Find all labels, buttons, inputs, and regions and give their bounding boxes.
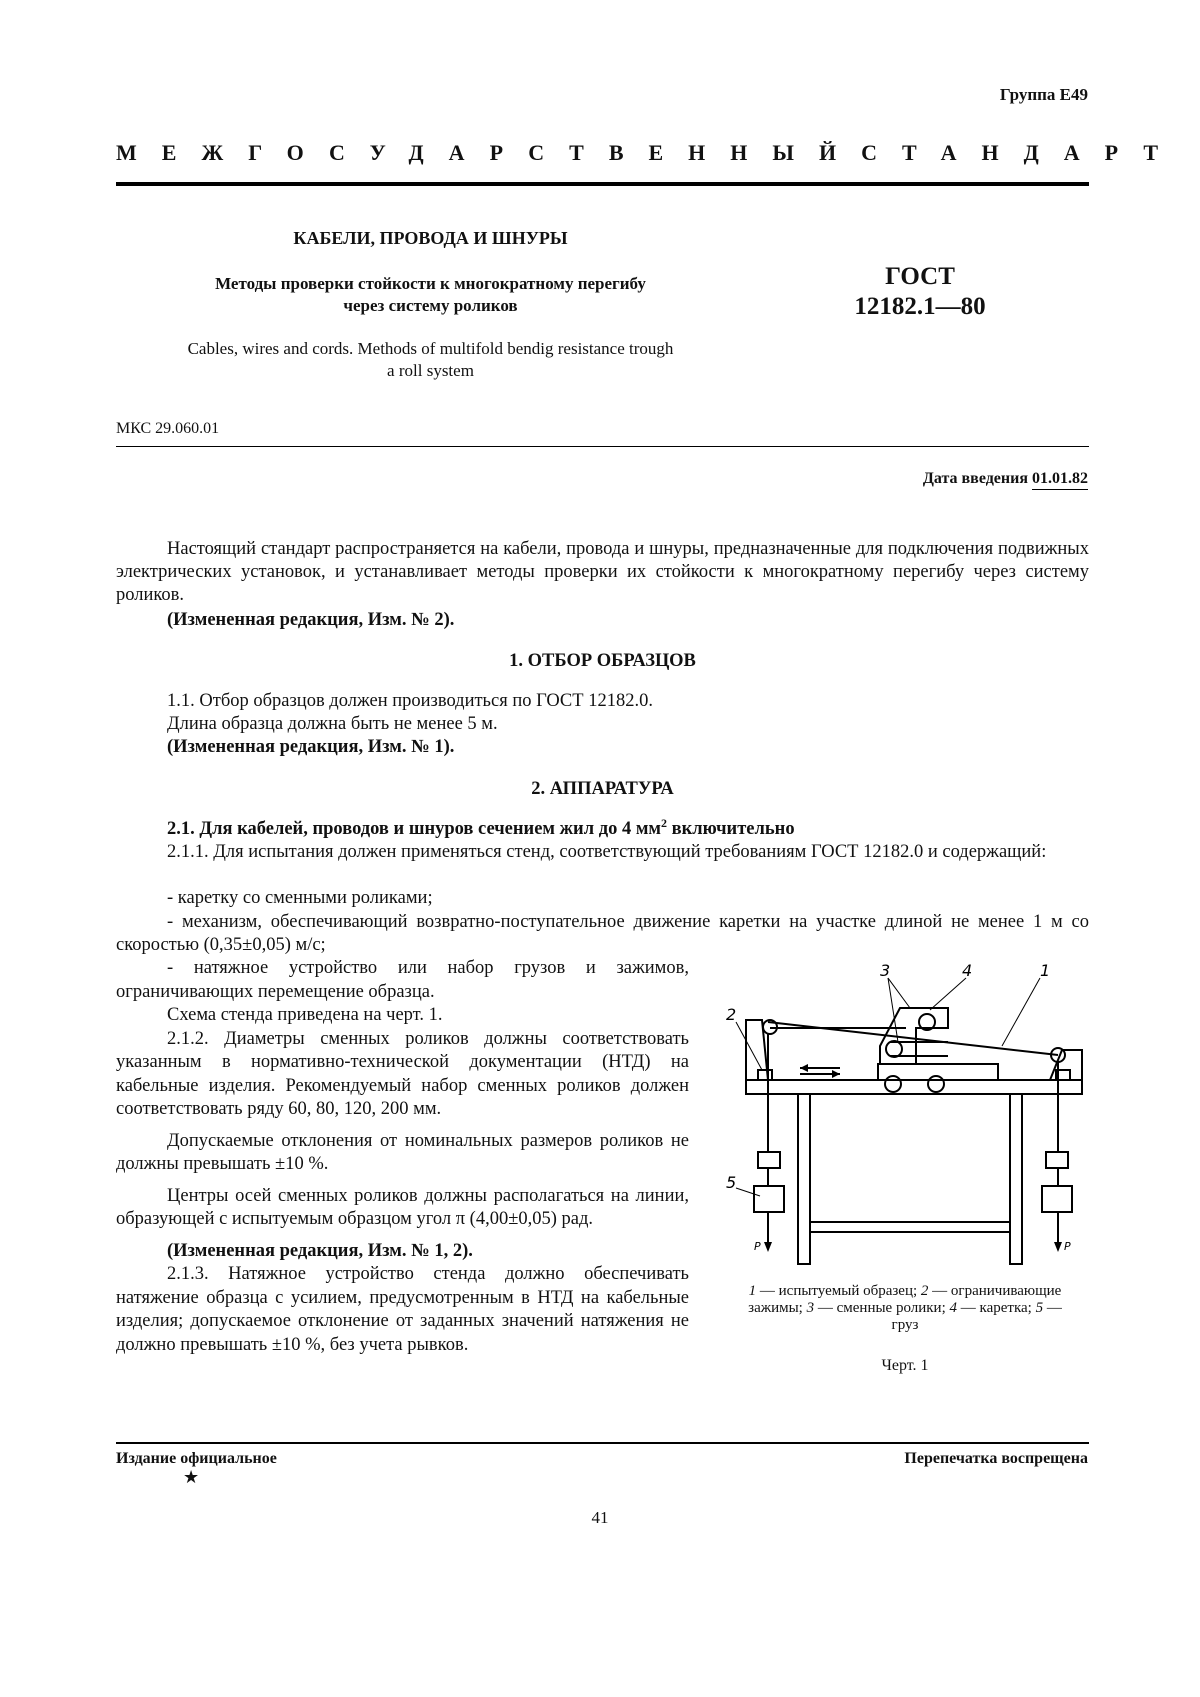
caption-number: 3 (806, 1300, 815, 1316)
sub-heading-text: 2.1. Для кабелей, проводов и шнуров сечением жил до 4 мм (167, 819, 662, 839)
intro-paragraph: Настоящий стандарт распространяется на кабели, провода и шнуры, предназначенные для подключения подвижных электрических установок, и устанавливает методы проверки их стойкости к многократному перегибу через систему роликов. (116, 539, 1089, 605)
list-item: - натяжное устройство или набор грузов и зажимов, ограничивающих перемещение образца. (116, 958, 689, 1002)
section-1-heading: 1. ОТБОР ОБРАЗЦОВ (509, 651, 696, 671)
arrow-head-right (832, 1070, 840, 1078)
caption-text: — испытуемый образец; (756, 1283, 921, 1299)
sub-heading-tail: включительно (667, 819, 795, 839)
english-title-line-2: a roll system (387, 361, 474, 380)
leader-line-3 (888, 978, 910, 1008)
test-stand-drawing (726, 960, 1090, 1275)
figure-label: 2 (726, 1005, 737, 1024)
leader-line-1 (1002, 978, 1040, 1046)
arrow-head-down (1054, 1242, 1062, 1252)
subtitle-line-1: Методы проверки стойкости к многократному перегибу (215, 274, 646, 293)
leader-line-3 (888, 978, 898, 1042)
caption-text: — груз (891, 1300, 1062, 1333)
section-2-1-2: 2.1.2. Диаметры сменных роликов должны соответствовать указанным в нормативно-технической документации (НТД) на кабельные изделия. Рекомендуемый набор сменных роликов должен соответствовать ряду 60, 80, 120, 200 мм. (116, 1028, 689, 1119)
caption-number: 5 (1035, 1300, 1044, 1316)
gost-label: ГОСТ (885, 263, 955, 290)
caption-number: 1 (748, 1283, 757, 1299)
date-value: 01.01.82 (1032, 470, 1088, 490)
centers-paragraph: Центры осей сменных роликов должны располагаться на линии, образующей с испытуемым образцом угол π (4,00±0,05) рад. (116, 1185, 689, 1229)
figure-label: 3 (880, 961, 891, 980)
force-label: P (754, 1240, 761, 1253)
section-2-1-3: 2.1.3. Натяжное устройство стенда должно обеспечивать натяжение образца с усилием, предусмотренным в НТД на кабельные изделия; допускаемое отклонение от заданных значений натяжения не должно превышать ±10 %, без учета рывков. (116, 1264, 689, 1355)
limiting-clamp (758, 1070, 772, 1080)
standard-banner (116, 140, 1183, 166)
tolerance-paragraph: Допускаемые отклонения от номинальных размеров роликов не должны превышать ±10 %. (116, 1130, 689, 1174)
english-title-line-1: Cables, wires and cords. Methods of multifold bendig resistance trough (187, 339, 674, 358)
banner-left: МЕЖГОСУДАРСТВЕННЫЙ (116, 140, 862, 165)
leader-line-5 (736, 1188, 760, 1196)
header-rule (116, 182, 1089, 186)
footer-rule (116, 1442, 1089, 1444)
replaceable-roller (886, 1041, 902, 1057)
left-column (116, 957, 689, 1357)
clamp-block (758, 1152, 780, 1168)
figure-label: 4 (962, 961, 973, 980)
clamp-block (1046, 1152, 1068, 1168)
date-label: Дата введения (922, 470, 1028, 487)
sub-heading-sup: 2 (661, 815, 668, 830)
introduction-date (923, 470, 1088, 488)
page-number: 41 (591, 1508, 609, 1527)
mks-rule (116, 446, 1089, 447)
figure-title: Черт. 1 (881, 1357, 929, 1374)
scheme-reference: Схема стенда приведена на черт. 1. (167, 1005, 443, 1025)
section-2-heading: 2. АППАРАТУРА (531, 779, 674, 799)
list-item: - механизм, обеспечивающий возвратно-поступательное движение каретки на участке длиной не менее 1 м со скоростью (0,35±0,05) м/с; (116, 912, 1089, 955)
leader-line-2 (736, 1022, 762, 1070)
table-leg (1010, 1094, 1022, 1264)
sample-cable (768, 1022, 1058, 1055)
document-subtitle (116, 273, 745, 317)
section-1-length: Длина образца должна быть не менее 5 м. (167, 714, 498, 734)
section-2-1-heading (116, 815, 1089, 841)
edition-note: Издание официальное (116, 1450, 277, 1467)
english-title (116, 338, 745, 382)
caption-text: — каретка; (957, 1300, 1036, 1316)
figure-label: 5 (726, 1173, 737, 1192)
gost-number: 12182.1—80 (854, 293, 986, 320)
figure-caption (735, 1283, 1075, 1334)
weight (1042, 1186, 1072, 1212)
force-label: P (1064, 1240, 1071, 1253)
gost-designation (840, 262, 1000, 322)
table-crossbar (810, 1222, 1010, 1232)
section-2-1-1: 2.1.1. Для испытания должен применяться стенд, соответствующий требованиям ГОСТ 12182.0 и содержащий: (167, 842, 1047, 862)
subtitle-line-2: через систему роликов (343, 296, 518, 315)
arrow-head-left (800, 1064, 808, 1072)
reprint-note: Перепечатка воспрещена (904, 1450, 1088, 1467)
arrow-head-down (764, 1242, 772, 1252)
carriage-wheel (885, 1076, 901, 1092)
banner-right: СТАНДАРТ (861, 140, 1183, 165)
section-1-1: 1.1. Отбор образцов должен производиться по ГОСТ 12182.0. (167, 691, 653, 711)
document-title: КАБЕЛИ, ПРОВОДА И ШНУРЫ (293, 228, 568, 248)
caption-text: — сменные ролики; (814, 1300, 950, 1316)
table-leg (798, 1094, 810, 1264)
weight (754, 1186, 784, 1212)
group-code: Группа Е49 (999, 85, 1088, 104)
section-1-amendment: (Измененная редакция, Изм. № 1). (167, 737, 455, 757)
caption-number: 2 (920, 1283, 929, 1299)
section-2-amendment: (Измененная редакция, Изм. № 1, 2). (167, 1240, 473, 1261)
star-icon: ★ (183, 1467, 200, 1487)
list-item: - каретку со сменными роликами; (167, 888, 433, 908)
caption-number: 4 (949, 1300, 958, 1316)
leader-line-4 (930, 978, 966, 1010)
mks-code: МКС 29.060.01 (116, 420, 220, 437)
intro-amendment: (Измененная редакция, Изм. № 2). (167, 610, 455, 630)
figure-label: 1 (1040, 961, 1051, 980)
table-top (746, 1080, 1082, 1094)
caption-text: — ограничивающие зажимы; (748, 1283, 1062, 1316)
carriage-wheel (928, 1076, 944, 1092)
